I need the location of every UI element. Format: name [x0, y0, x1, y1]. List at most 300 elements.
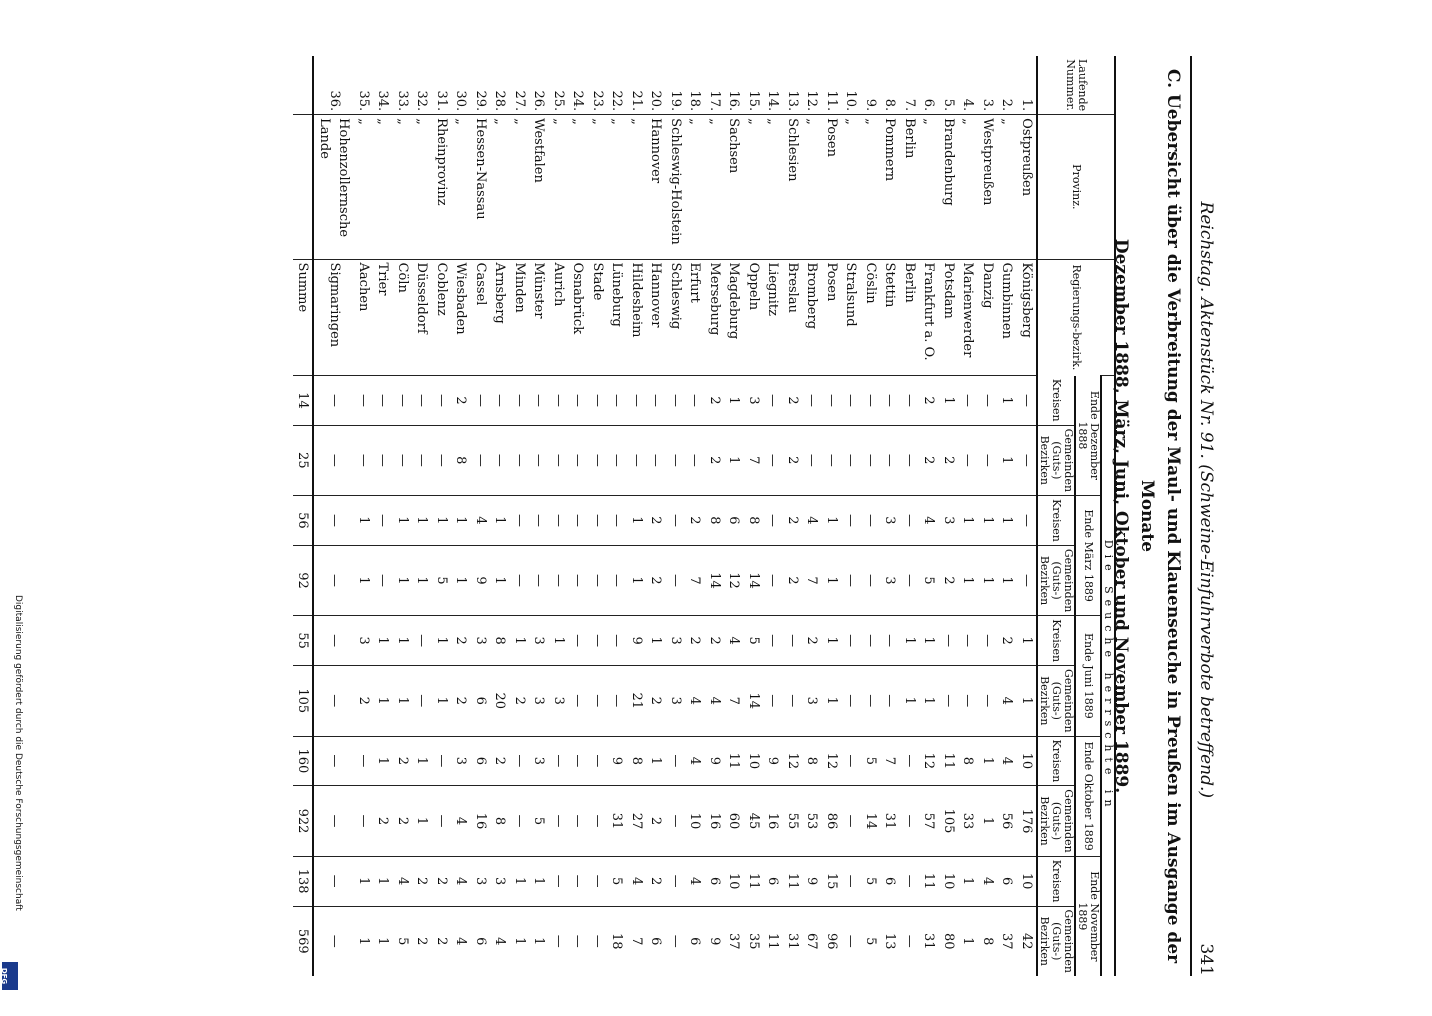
row-number: 21.	[629, 90, 644, 112]
row-value: —	[841, 736, 861, 786]
row-value: 1	[958, 545, 978, 615]
row-value: —	[1017, 376, 1038, 425]
row-value: 10	[1017, 736, 1038, 786]
row-value: —	[373, 545, 393, 615]
row-bezirk: Cassel	[471, 259, 491, 376]
row-provinz: Westpreußen	[978, 115, 998, 259]
table-body	[293, 56, 1037, 976]
row-value: 1	[529, 906, 549, 976]
row-bezirk: Potsdam	[939, 259, 959, 376]
row-value: —	[412, 425, 432, 495]
row-value: 1	[354, 856, 374, 906]
col-nr-header: Laufende Nummer.	[1037, 56, 1115, 115]
row-value: 11	[744, 856, 764, 906]
row-value: —	[314, 545, 354, 615]
row-value: 4	[685, 736, 705, 786]
row-value: 8	[802, 736, 822, 786]
row-value: —	[627, 425, 647, 495]
row-provinz: Schlesien	[783, 115, 803, 259]
row-value: 1	[412, 496, 432, 546]
table-row	[978, 56, 998, 976]
row-value: —	[627, 376, 647, 425]
row-value: 105	[939, 786, 959, 856]
table-row	[393, 56, 413, 976]
table-row	[549, 56, 569, 976]
row-value: 3	[802, 666, 822, 736]
row-value: 3	[939, 496, 959, 546]
row-value: —	[549, 496, 569, 546]
row-value: 3	[666, 616, 686, 666]
row-value: —	[939, 616, 959, 666]
row-value: 7	[802, 545, 822, 615]
row-value: —	[432, 786, 452, 856]
row-value: —	[841, 856, 861, 906]
table-row	[744, 56, 764, 976]
table-row	[900, 56, 920, 976]
row-value: —	[471, 376, 491, 425]
row-value: 2	[919, 376, 939, 425]
row-provinz: „	[627, 115, 647, 259]
document-page	[0, 16, 1276, 1016]
row-value: 1	[997, 376, 1017, 425]
row-provinz: „	[802, 115, 822, 259]
row-value: 1	[373, 856, 393, 906]
row-value: —	[763, 376, 783, 425]
row-value: 6	[724, 496, 744, 546]
row-provinz: Ostpreußen	[1017, 115, 1038, 259]
table-row	[432, 56, 452, 976]
row-bezirk: Minden	[510, 259, 530, 376]
row-value: —	[568, 616, 588, 666]
row-value: —	[880, 616, 900, 666]
row-value: —	[412, 666, 432, 736]
row-value: —	[666, 496, 686, 546]
row-provinz: „	[588, 115, 608, 259]
row-value: —	[607, 376, 627, 425]
row-value: 1	[1017, 616, 1038, 666]
row-value: —	[510, 736, 530, 786]
row-number: 24.	[570, 90, 586, 112]
row-provinz: „	[354, 115, 374, 259]
row-value: —	[666, 786, 686, 856]
gemeinden-header: Gemeinden (Guts-) Bezirken	[1037, 545, 1075, 615]
row-provinz: Brandenburg	[939, 115, 959, 259]
row-value: 5	[607, 856, 627, 906]
row-value: 4	[685, 666, 705, 736]
row-value: 53	[802, 786, 822, 856]
row-value: 2	[451, 666, 471, 736]
row-bezirk: Münster	[529, 259, 549, 376]
row-provinz: Hannover	[646, 115, 666, 259]
row-value: 1	[822, 616, 842, 666]
gemeinden-header: Gemeinden (Guts-) Bezirken	[1037, 666, 1075, 736]
row-value: 1	[978, 736, 998, 786]
row-value: 16	[763, 786, 783, 856]
row-value: 4	[997, 736, 1017, 786]
row-bezirk: Wiesbaden	[451, 259, 471, 376]
table-row	[314, 56, 354, 976]
row-value: 10	[724, 856, 744, 906]
row-value: —	[666, 736, 686, 786]
row-value: 1	[724, 376, 744, 425]
row-value: —	[880, 376, 900, 425]
row-value: 1	[490, 496, 510, 546]
row-value: 1	[549, 616, 569, 666]
row-value: 3	[666, 666, 686, 736]
row-value: 6	[997, 856, 1017, 906]
row-value: —	[880, 666, 900, 736]
row-value: —	[802, 425, 822, 495]
row-value: 1	[822, 666, 842, 736]
gemeinden-header: Gemeinden (Guts-) Bezirken	[1037, 425, 1075, 495]
row-value: —	[978, 376, 998, 425]
row-value: —	[958, 425, 978, 495]
row-number: 16.	[726, 90, 742, 112]
row-value: 1	[958, 496, 978, 546]
row-value: —	[763, 425, 783, 495]
row-value: 2	[802, 616, 822, 666]
row-value: 1	[412, 786, 432, 856]
sum-spacer	[293, 115, 314, 259]
row-value: 2	[451, 616, 471, 666]
row-value: 3	[471, 616, 491, 666]
sum-value: 56	[293, 496, 314, 546]
row-value: —	[958, 666, 978, 736]
period-header: Ende März 1889	[1075, 496, 1101, 616]
row-provinz: Rheinprovinz	[432, 115, 452, 259]
table-row	[958, 56, 978, 976]
row-value: 2	[646, 666, 666, 736]
row-value: —	[588, 736, 608, 786]
data-table	[293, 56, 1116, 976]
row-bezirk: Bromberg	[802, 259, 822, 376]
row-value: —	[841, 616, 861, 666]
row-value: —	[646, 376, 666, 425]
table-row	[763, 56, 783, 976]
row-value: 9	[705, 906, 725, 976]
row-value: 2	[412, 906, 432, 976]
kreise-header: Kreisen	[1037, 736, 1075, 786]
row-value: —	[900, 856, 920, 906]
row-value: 37	[724, 906, 744, 976]
sum-value: 92	[293, 545, 314, 615]
row-value: 18	[607, 906, 627, 976]
row-value: 13	[880, 906, 900, 976]
row-value: 1	[510, 906, 530, 976]
row-number: 29.	[473, 90, 488, 112]
row-bezirk: Düsseldorf	[412, 259, 432, 376]
sum-value: 569	[293, 906, 314, 976]
row-value: —	[841, 666, 861, 736]
row-value: —	[412, 376, 432, 425]
row-provinz: „	[373, 115, 393, 259]
row-value: —	[510, 545, 530, 615]
row-number: 17.	[707, 90, 722, 112]
kreise-header: Kreisen	[1037, 376, 1075, 425]
row-value: —	[783, 666, 803, 736]
row-value: 10	[939, 856, 959, 906]
row-provinz: „	[490, 115, 510, 259]
row-value: —	[529, 545, 549, 615]
row-value: 8	[627, 736, 647, 786]
row-value: 5	[529, 786, 549, 856]
row-value: —	[314, 786, 354, 856]
row-provinz: „	[549, 115, 569, 259]
row-value: 2	[646, 856, 666, 906]
row-number: 1.	[1019, 98, 1034, 112]
sum-value: 55	[293, 616, 314, 666]
row-value: —	[607, 496, 627, 546]
gemeinden-header: Gemeinden (Guts-) Bezirken	[1037, 906, 1075, 976]
row-value: 2	[685, 616, 705, 666]
row-value: —	[549, 856, 569, 906]
row-value: —	[588, 425, 608, 495]
row-value: 56	[997, 786, 1017, 856]
row-value: 4	[471, 496, 491, 546]
running-head-text: Reichstag. Aktenstück Nr. 91. (Schweine-Einfuhrverbote betreffend.)	[1196, 201, 1216, 799]
title-line-1: C. Uebersicht über die Verbreitung der Maul- und Klauenseuche in Preußen im Ausgange der Monate	[1137, 68, 1183, 964]
row-value: 3	[744, 376, 764, 425]
row-value: —	[666, 376, 686, 425]
row-value: 5	[861, 856, 881, 906]
row-value: 1	[354, 545, 374, 615]
table-row	[354, 56, 374, 976]
row-value: —	[568, 496, 588, 546]
row-value: 1	[490, 545, 510, 615]
row-value: —	[822, 376, 842, 425]
row-value: 14	[744, 666, 764, 736]
kreise-header: Kreisen	[1037, 856, 1075, 906]
row-value: 67	[802, 906, 822, 976]
row-value: 1	[646, 616, 666, 666]
row-value: 1	[412, 736, 432, 786]
row-value: 2	[705, 376, 725, 425]
row-value: 10	[1017, 856, 1038, 906]
row-value: 2	[490, 736, 510, 786]
row-provinz: Sachsen	[724, 115, 744, 259]
gemeinden-header: Gemeinden (Guts-) Bezirken	[1037, 786, 1075, 856]
row-value: —	[549, 376, 569, 425]
row-value: —	[588, 856, 608, 906]
row-value: 1	[919, 616, 939, 666]
row-value: 1	[627, 496, 647, 546]
row-provinz: „	[607, 115, 627, 259]
row-value: 86	[822, 786, 842, 856]
row-value: —	[841, 906, 861, 976]
row-provinz: „	[958, 115, 978, 259]
row-value: 2	[685, 496, 705, 546]
row-value: 12	[724, 545, 744, 615]
row-value: 5	[861, 736, 881, 786]
row-value: —	[568, 856, 588, 906]
row-value: 8	[958, 736, 978, 786]
table-row	[997, 56, 1017, 976]
row-value: —	[763, 545, 783, 615]
row-value: 4	[802, 496, 822, 546]
row-value: 7	[744, 425, 764, 495]
row-value: —	[510, 496, 530, 546]
row-value: —	[510, 376, 530, 425]
row-value: —	[900, 545, 920, 615]
row-value: 4	[685, 856, 705, 906]
row-number: 28.	[492, 90, 508, 112]
row-value: 2	[783, 545, 803, 615]
row-value: 1	[958, 906, 978, 976]
row-provinz: „	[510, 115, 530, 259]
row-value: 8	[744, 496, 764, 546]
row-value: 3	[354, 616, 374, 666]
row-bezirk: Breslau	[783, 259, 803, 376]
row-value: —	[549, 906, 569, 976]
row-value: —	[861, 425, 881, 495]
row-value: 3	[880, 545, 900, 615]
row-value: —	[510, 425, 530, 495]
row-value: 2	[354, 666, 374, 736]
row-bezirk: Stettin	[880, 259, 900, 376]
row-value: —	[763, 666, 783, 736]
row-value: —	[978, 616, 998, 666]
table-row	[490, 56, 510, 976]
row-value: —	[900, 425, 920, 495]
row-value: —	[861, 666, 881, 736]
row-provinz: Schleswig-Holstein	[666, 115, 686, 259]
row-value: 4	[451, 906, 471, 976]
row-value: 2	[646, 786, 666, 856]
row-value: 6	[471, 666, 491, 736]
row-value: 5	[919, 545, 939, 615]
row-value: —	[588, 496, 608, 546]
table-row	[568, 56, 588, 976]
col-group-header: Die Seuche herrschte in	[1101, 376, 1115, 976]
row-value: 7	[880, 736, 900, 786]
row-value: 3	[529, 736, 549, 786]
row-value: —	[666, 425, 686, 495]
row-value: 6	[685, 906, 705, 976]
row-value: —	[568, 425, 588, 495]
row-value: —	[607, 545, 627, 615]
table-row	[802, 56, 822, 976]
row-value: —	[393, 425, 413, 495]
table-row	[510, 56, 530, 976]
row-value: 7	[685, 545, 705, 615]
table-row	[919, 56, 939, 976]
row-bezirk: Frankfurt a. O.	[919, 259, 939, 376]
row-value: —	[978, 666, 998, 736]
row-number: 18.	[687, 90, 703, 112]
row-value: —	[568, 906, 588, 976]
sum-value: 105	[293, 666, 314, 736]
row-value: 1	[627, 545, 647, 615]
table-row	[451, 56, 471, 976]
row-value: 1	[412, 545, 432, 615]
row-bezirk: Aurich	[549, 259, 569, 376]
row-bezirk: Marienwerder	[958, 259, 978, 376]
row-value: —	[958, 616, 978, 666]
table-row	[939, 56, 959, 976]
row-provinz: „	[451, 115, 471, 259]
row-value: 11	[783, 856, 803, 906]
row-value: 1	[978, 545, 998, 615]
row-value: 6	[880, 856, 900, 906]
row-bezirk: Osnabrück	[568, 259, 588, 376]
row-value: 4	[490, 906, 510, 976]
row-number: 12.	[804, 90, 820, 112]
row-value: 16	[705, 786, 725, 856]
row-value: 9	[763, 736, 783, 786]
row-bezirk: Königsberg	[1017, 259, 1038, 376]
row-value: 10	[685, 786, 705, 856]
row-value: —	[314, 666, 354, 736]
row-value: 1	[510, 616, 530, 666]
row-value: 1	[354, 906, 374, 976]
row-value: 2	[393, 736, 413, 786]
row-provinz: Westfalen	[529, 115, 549, 259]
period-header: Ende November 1889	[1075, 856, 1101, 976]
row-value: 31	[783, 906, 803, 976]
row-value: 96	[822, 906, 842, 976]
row-bezirk: Cöln	[393, 259, 413, 376]
row-value: —	[588, 906, 608, 976]
row-number: 7.	[902, 98, 917, 112]
row-value: —	[354, 786, 374, 856]
row-value: —	[529, 496, 549, 546]
row-value: 1	[939, 376, 959, 425]
row-value: —	[763, 496, 783, 546]
row-value: 14	[705, 545, 725, 615]
row-value: 9	[607, 736, 627, 786]
row-provinz: „	[997, 115, 1017, 259]
row-value: 3	[490, 856, 510, 906]
row-number: 4.	[960, 98, 976, 112]
table-row	[783, 56, 803, 976]
row-value: —	[666, 906, 686, 976]
kreise-header: Kreisen	[1037, 616, 1075, 666]
sum-value: 25	[293, 425, 314, 495]
kreise-header: Kreisen	[1037, 496, 1075, 546]
row-bezirk: Gumbinnen	[997, 259, 1017, 376]
row-value: 1	[393, 666, 413, 736]
row-value: —	[490, 376, 510, 425]
row-value: —	[354, 376, 374, 425]
row-value: —	[314, 736, 354, 786]
row-value: 4	[997, 666, 1017, 736]
table-row	[841, 56, 861, 976]
row-value: —	[432, 425, 452, 495]
row-value: 16	[471, 786, 491, 856]
row-value: 9	[627, 616, 647, 666]
row-value: 12	[919, 736, 939, 786]
row-bezirk: Schleswig	[666, 259, 686, 376]
row-number: 15.	[746, 90, 761, 112]
row-value: —	[900, 906, 920, 976]
row-provinz: Pommern	[880, 115, 900, 259]
row-value: 4	[919, 496, 939, 546]
row-value: —	[314, 856, 354, 906]
row-value: 1	[393, 496, 413, 546]
row-value: 11	[919, 856, 939, 906]
table-row	[529, 56, 549, 976]
row-value: —	[354, 425, 374, 495]
row-value: 3	[529, 616, 549, 666]
table-row	[627, 56, 647, 976]
row-number: 35.	[356, 90, 371, 112]
row-number: 22.	[609, 90, 625, 112]
row-value: —	[685, 376, 705, 425]
row-value: 1	[900, 616, 920, 666]
row-value: —	[314, 376, 354, 425]
row-value: —	[471, 425, 491, 495]
sum-value: 138	[293, 856, 314, 906]
